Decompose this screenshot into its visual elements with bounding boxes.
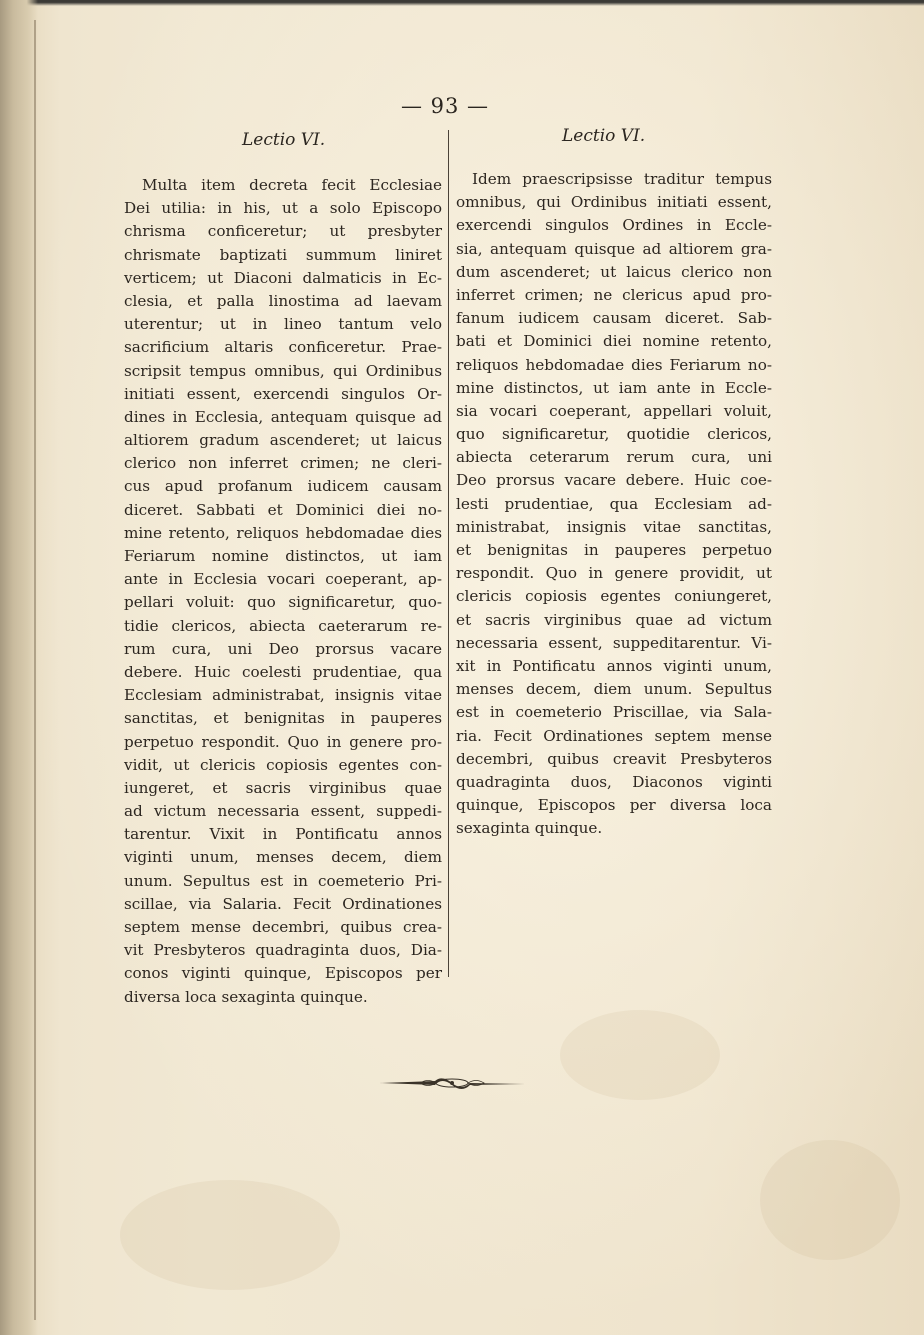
right-column-line: reliquos hebdomadae dies Feriarum no- [456,355,772,374]
right-column-line: necessaria essent, suppeditarentur. Vi- [456,633,772,652]
left-column-line: diversa loca sexaginta quinque. [124,987,368,1006]
left-column-line: scripsit tempus omnibus, qui Ordinibus [124,361,442,380]
left-column-line: tarentur. Vixit in Pontificatu annos [124,825,442,844]
right-column-text [456,168,772,840]
left-column-line: iungeret, et sacris virginibus quae [124,778,442,797]
left-column-line: Dei utilia: in his, ut a solo Episcopo [124,199,442,218]
left-column-title: Lectio VI. [242,130,326,150]
paper-stain [120,1180,340,1290]
left-column-line: initiati essent, exercendi singulos Or- [124,384,442,403]
right-column-line: bati et Dominici diei nomine retento, [456,332,772,351]
right-column-line: mine distinctos, ut iam ante in Eccle- [456,378,772,397]
scan-top-edge [0,0,924,6]
left-column-line: perpetuo respondit. Quo in genere pro- [124,732,442,751]
right-column-line: inferret crimen; ne clericus apud pro- [456,285,772,304]
right-column-line: sia vocari coeperant, appellari voluit, [456,401,772,420]
right-column-line: et benignitas in pauperes perpetuo [456,541,772,559]
left-column-line: dines in Ecclesia, antequam quisque ad [124,407,442,426]
paper-stain [560,1010,720,1100]
left-column-line: scillae, via Salaria. Fecit Ordinationes [124,894,442,913]
right-column-line: lesti prudentiae, qua Ecclesiam ad- [456,494,772,513]
left-column-line: diceret. Sabbati et Dominici diei no- [124,500,442,519]
left-column-line: mine retento, reliquos hebdomadae dies [124,523,442,542]
left-column-line: verticem; ut Diaconi dalmaticis in Ec- [124,268,442,287]
right-column-line: respondit. Quo in genere providit, ut [456,564,772,583]
page-number: — 93 — [400,94,490,118]
left-column-line: clesia, et palla linostima ad laevam [124,291,442,310]
left-column-line: rum cura, uni Deo prorsus vacare [124,639,442,658]
left-column-line: Feriarum nomine distinctos, ut iam [124,547,442,565]
left-column-line: uterentur; ut in lineo tantum velo [124,315,442,334]
right-column-line: sexaginta quinque. [456,819,603,838]
left-column-line: viginti unum, menses decem, diem [124,848,442,867]
right-column-line: clericis copiosis egentes coniungeret, [456,587,772,606]
left-column-line: pellari voluit: quo significaretur, quo- [124,593,442,612]
left-column-line: chrisma conficeretur; ut presbyter [124,222,442,241]
left-column-line: Ecclesiam administrabat, insignis vitae [124,686,442,705]
right-column-line: ria. Fecit Ordinationes septem mense [456,726,772,745]
column-divider [448,130,449,977]
left-column-line: sacrificium altaris conficeretur. Prae- [124,338,442,357]
left-column-line: vidit, ut clericis copiosis egentes con- [124,755,442,774]
left-column-line: sanctitas, et benignitas in pauperes [124,709,442,728]
book-gutter [0,0,38,1335]
gutter-fold-line [34,20,36,1320]
right-column-line: xit in Pontificatu annos viginti unum, [456,656,772,675]
left-column-line: Multa item decreta fecit Ecclesiae [142,176,442,194]
left-column-line: debere. Huic coelesti prudentiae, qua [124,662,442,681]
left-column-line: cus apud profanum iudicem causam [124,477,442,496]
right-column-line: fanum iudicem causam diceret. Sab- [456,309,772,328]
left-column-line: altiorem gradum ascenderet; ut laicus [124,431,442,450]
right-column-line: quadraginta duos, Diaconos viginti [456,772,772,791]
right-column-line: sia, antequam quisque ad altiorem gra- [456,239,772,258]
right-column-line: quinque, Episcopos per diversa loca [456,796,772,815]
right-column-line: Idem praescripsisse traditur tempus [472,170,772,188]
left-column-line: ad victum necessaria essent, suppedi- [124,802,442,821]
right-column-line: exercendi singulos Ordines in Eccle- [456,216,772,235]
right-column-line: abiecta ceterarum rerum cura, uni [456,448,772,467]
left-column-line: ante in Ecclesia vocari coeperant, ap- [124,570,442,589]
left-column-line: clerico non inferret crimen; ne cleri- [124,454,442,473]
right-column-line: dum ascenderet; ut laicus clerico non [456,262,772,281]
paper-stain [760,1140,900,1260]
right-column-line: est in coemeterio Priscillae, via Sala- [456,703,772,722]
right-column-line: omnibus, qui Ordinibus initiati essent, [456,193,772,212]
right-column-line: quo significaretur, quotidie clericos, [456,425,772,444]
left-column-line: tidie clericos, abiecta caeterarum re- [124,616,442,635]
left-column-text [124,174,442,1009]
ornament-divider-icon [380,1072,525,1094]
left-column-line: vit Presbyteros quadraginta duos, Dia- [124,941,442,960]
left-column-line: septem mense decembri, quibus crea- [124,918,442,936]
right-column-line: decembri, quibus creavit Presbyteros [456,749,772,768]
right-column-line: menses decem, diem unum. Sepultus [456,680,772,699]
right-column-line: et sacris virginibus quae ad victum [456,610,772,629]
right-column-line: ministrabat, insignis vitae sanctitas, [456,517,772,536]
right-column-title: Lectio VI. [562,126,646,146]
left-column-line: conos viginti quinque, Episcopos per [124,964,442,983]
right-column-line: Deo prorsus vacare debere. Huic coe- [456,471,772,490]
left-column-line: unum. Sepultus est in coemeterio Pri- [124,871,442,890]
left-column-line: chrismate baptizati summum liniret [124,245,442,264]
